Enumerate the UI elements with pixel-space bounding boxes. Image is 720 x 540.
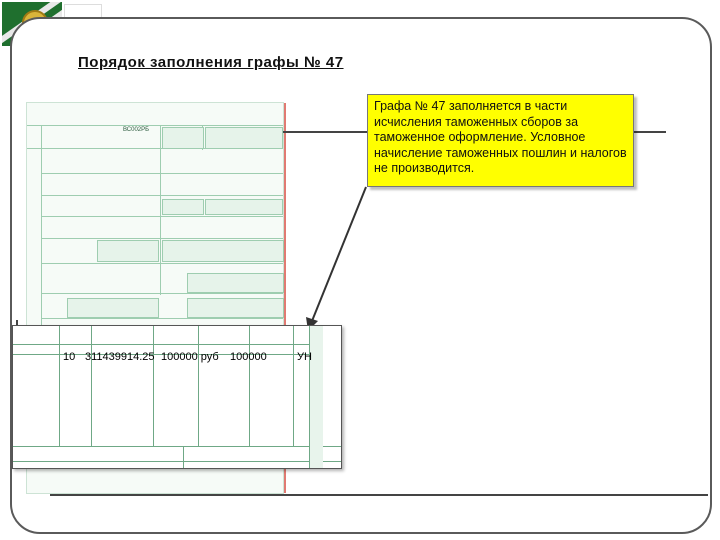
box-47-zoom (12, 325, 342, 469)
page-title: Порядок заполнения графы № 47 (78, 54, 344, 71)
box47-sum: 100000 (230, 351, 267, 363)
form-code: ВС002РБ (123, 127, 150, 133)
box47-rate: 100000 руб (161, 351, 219, 363)
pointer-arrow (300, 185, 370, 335)
box47-sp: УН (297, 351, 312, 363)
explanation-callout: Графа № 47 заполняется в части исчисления таможенных сборов за таможенное оформление. Условное начисление таможенных пошлин и налогов не производится. (367, 94, 634, 187)
bottom-rule (50, 494, 708, 496)
box47-type: 10 (63, 351, 76, 363)
box47-base: 311439914.25 (85, 351, 155, 363)
